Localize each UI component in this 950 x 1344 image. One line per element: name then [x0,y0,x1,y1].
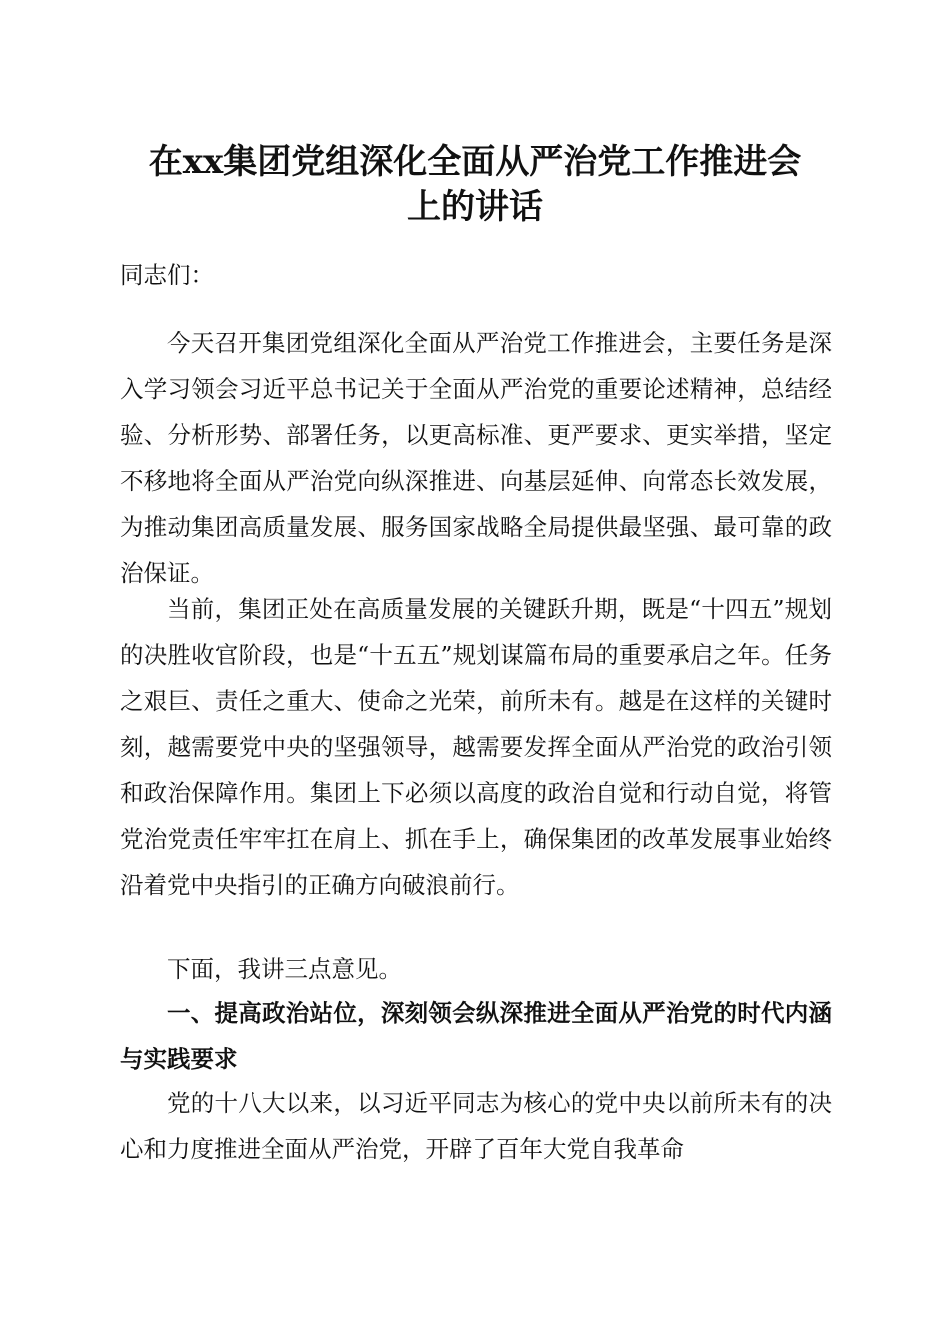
document-title-line-1: 在xx集团党组深化全面从严治党工作推进会 [148,142,802,182]
paragraph-context: 当前，集团正处在高质量发展的关键跃升期，既是“十四五”规划的决胜收官阶段，也是“十五五”规划谋篇布局的重要承启之年。任务之艰巨、责任之重大、使命之光荣，前所未有。越是在这样的关键时刻，越需要党中央的坚强领导，越需要发挥全面从严治党的政治引领和政治保障作用。集团上下必须以高度的政治自觉和行动自觉，将管党治党责任牢牢扛在肩上、抓在手上，确保集团的改革发展事业始终沿着党中央指引的正确方向破浪前行。 [120,595,832,899]
section-heading-1: 一、提高政治站位，深刻领会纵深推进全面从严治党的时代内涵与实践要求 [120,999,832,1073]
paragraph-transition: 下面，我讲三点意见。 [167,955,402,983]
paragraph-opening: 今天召开集团党组深化全面从严治党工作推进会，主要任务是深入学习领会习近平总书记关于全面从严治党的重要论述精神，总结经验、分析形势、部署任务，以更高标准、更严要求、更实举措，坚定不移地将全面从严治党向纵深推进、向基层延伸、向常态长效发展，为推动集团高质量发展、服务国家战略全局提供最坚强、最可靠的政治保证。 [120,329,832,587]
salutation: 同志们： [120,261,214,289]
document-title-line-2: 上的讲话 [407,187,543,227]
section-1-paragraph: 党的十八大以来，以习近平同志为核心的党中央以前所未有的决心和力度推进全面从严治党，开辟了百年大党自我革命 [120,1089,832,1163]
